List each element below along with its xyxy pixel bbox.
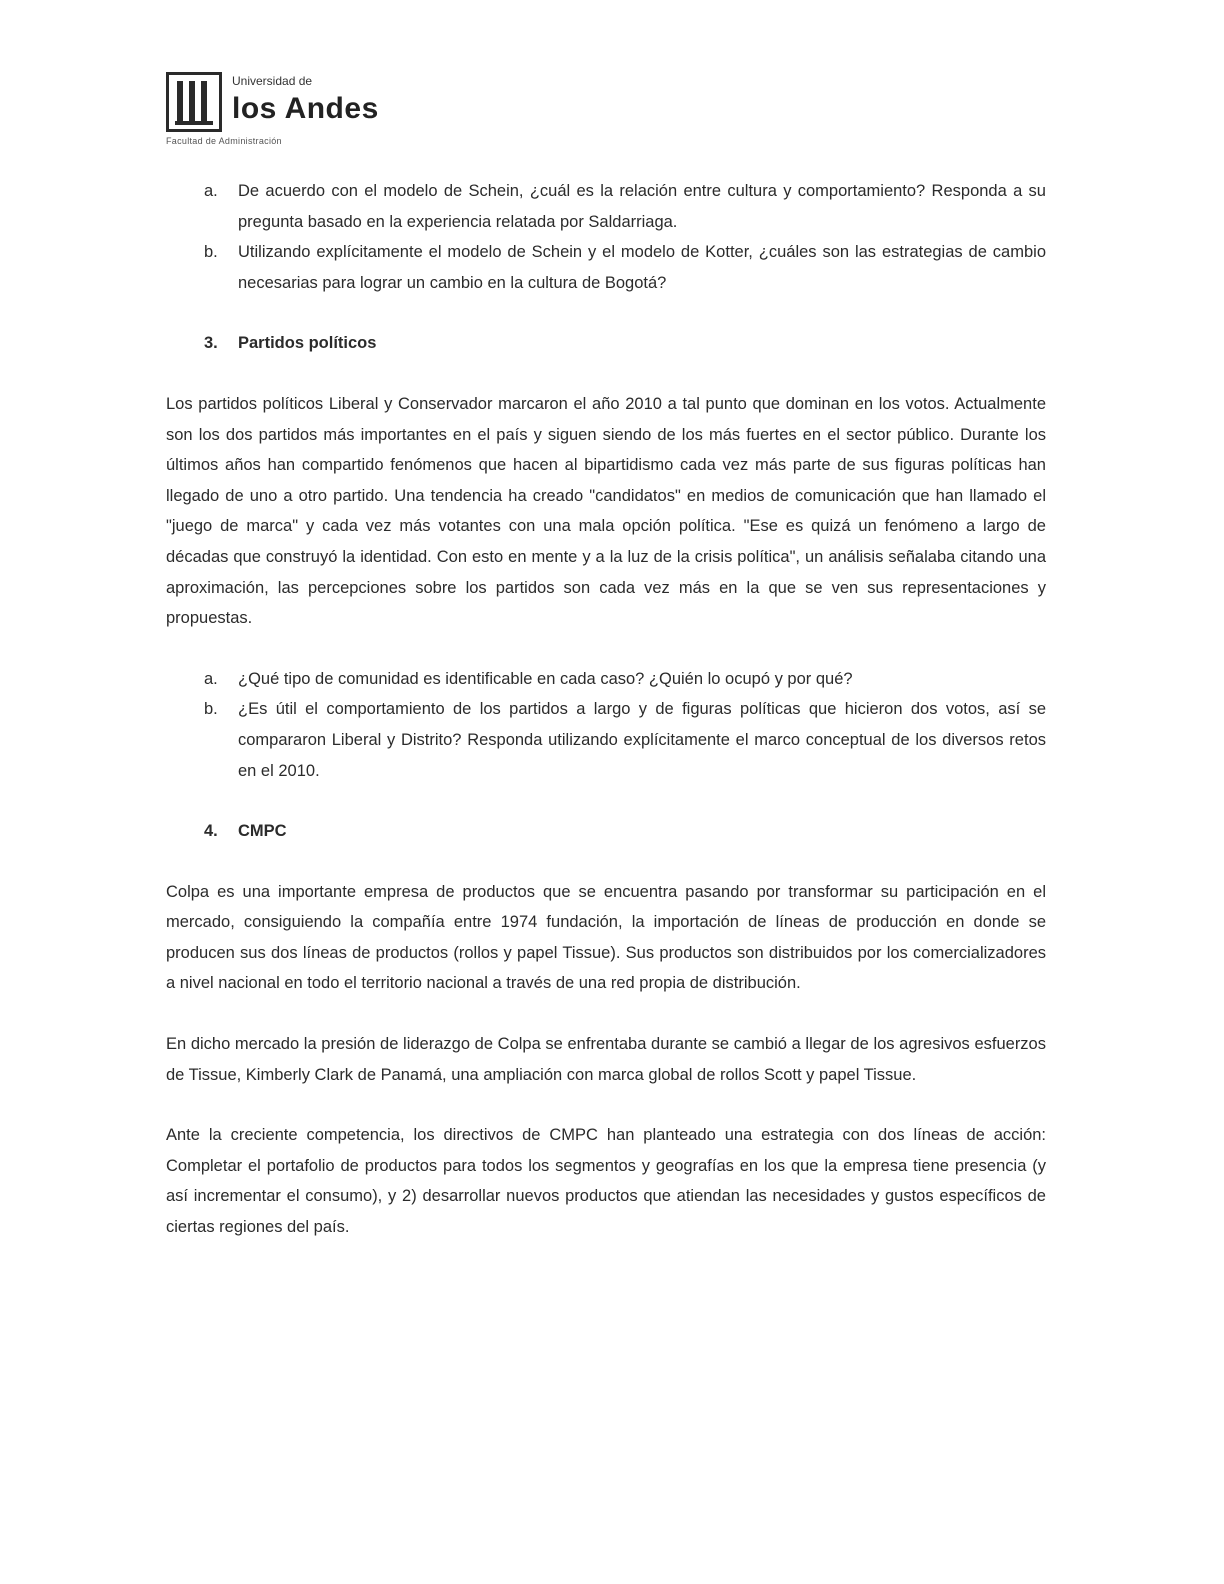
list-item-text: Utilizando explícitamente el modelo de Schein y el modelo de Kotter, ¿cuáles son las estrategias de cambio necesarias para lograr un cambio en la cultura de Bogotá?	[238, 243, 1046, 292]
paragraph: Ante la creciente competencia, los directivos de CMPC han planteado una estrategia con dos líneas de acción: Completar el portafolio de productos para todos los segmentos y geografías en los que la empresa tiene presencia (y así incrementar el consumo), y 2) desarrollar nuevos productos que atiendan las necesidades y gustos específicos de ciertas regiones del país.	[166, 1126, 1046, 1237]
paragraph: Colpa es una importante empresa de productos que se encuentra pasando por transformar su participación en el mercado, consiguiendo la compañía entre 1974 fundación, la importación de líneas de producción en donde se producen sus dos líneas de productos (rollos y papel Tissue). Sus productos son distribuidos por los comercializadores a nivel nacional en todo el territorio nacional a través de una red propia de distribución.	[166, 882, 1046, 993]
question-list-1	[166, 176, 1046, 298]
list-item	[166, 237, 1046, 298]
paragraph: En dicho mercado la presión de liderazgo de Colpa se enfrentaba durante se cambió a llegar de los agresivos esfuerzos de Tissue, Kimberly Clark de Panamá, una ampliación con marca global de rollos Scott y papel Tissue.	[166, 1035, 1046, 1084]
list-marker: b.	[204, 700, 218, 719]
list-marker: b.	[204, 243, 218, 262]
list-marker: a.	[204, 669, 218, 688]
university-crest-icon	[166, 72, 222, 132]
section-heading-3	[166, 328, 1046, 359]
logo-line-1: Universidad de	[232, 74, 313, 88]
list-item-text: ¿Qué tipo de comunidad es identificable en cada caso? ¿Quién lo ocupó y por qué?	[238, 669, 853, 688]
list-item	[166, 694, 1046, 786]
section-number: 4.	[204, 822, 218, 841]
section-heading-4	[166, 816, 1046, 847]
logo-line-3: Facultad de Administración	[166, 136, 282, 146]
list-item	[166, 664, 1046, 695]
question-list-2	[166, 664, 1046, 786]
document-body	[166, 176, 1046, 1273]
list-marker: a.	[204, 182, 218, 200]
list-item-text: De acuerdo con el modelo de Schein, ¿cuál es la relación entre cultura y comportamiento? Responda a su pregunta basado en la experiencia relatada por Saldarriaga.	[238, 182, 1046, 231]
list-item-text: ¿Es útil el comportamiento de los partidos a largo y de figuras políticas que hicieron dos votos, así se compararon Liberal y Distrito? Responda utilizando explícitamente el marco conceptual de los diversos retos en el 2010.	[238, 700, 1046, 780]
section-number: 3.	[204, 334, 218, 353]
section-title: CMPC	[238, 822, 287, 841]
logo-line-2: los Andes	[232, 92, 379, 125]
university-logo	[166, 72, 379, 150]
paragraph: Los partidos políticos Liberal y Conservador marcaron el año 2010 a tal punto que dominan en los votos. Actualmente son los dos partidos más importantes en el país y siguen siendo de los más fuertes en el sector público. Durante los últimos años han compartido fenómenos que hacen al bipartidismo cada vez más parte de sus figuras políticas han llegado de uno a otro partido. Una tendencia ha creado "candidatos" en medios de comunicación que han llamado el "juego de marca" y cada vez más votantes con una mala opción política. "Ese es quizá un fenómeno a largo de décadas que construyó la identidad. Con esto en mente y a la luz de la crisis política", un análisis señalaba citando una aproximación, las percepciones sobre los partidos son cada vez más en la que se ven sus representaciones y propuestas.	[166, 394, 1046, 628]
section-title: Partidos políticos	[238, 334, 377, 353]
list-item	[166, 176, 1046, 237]
